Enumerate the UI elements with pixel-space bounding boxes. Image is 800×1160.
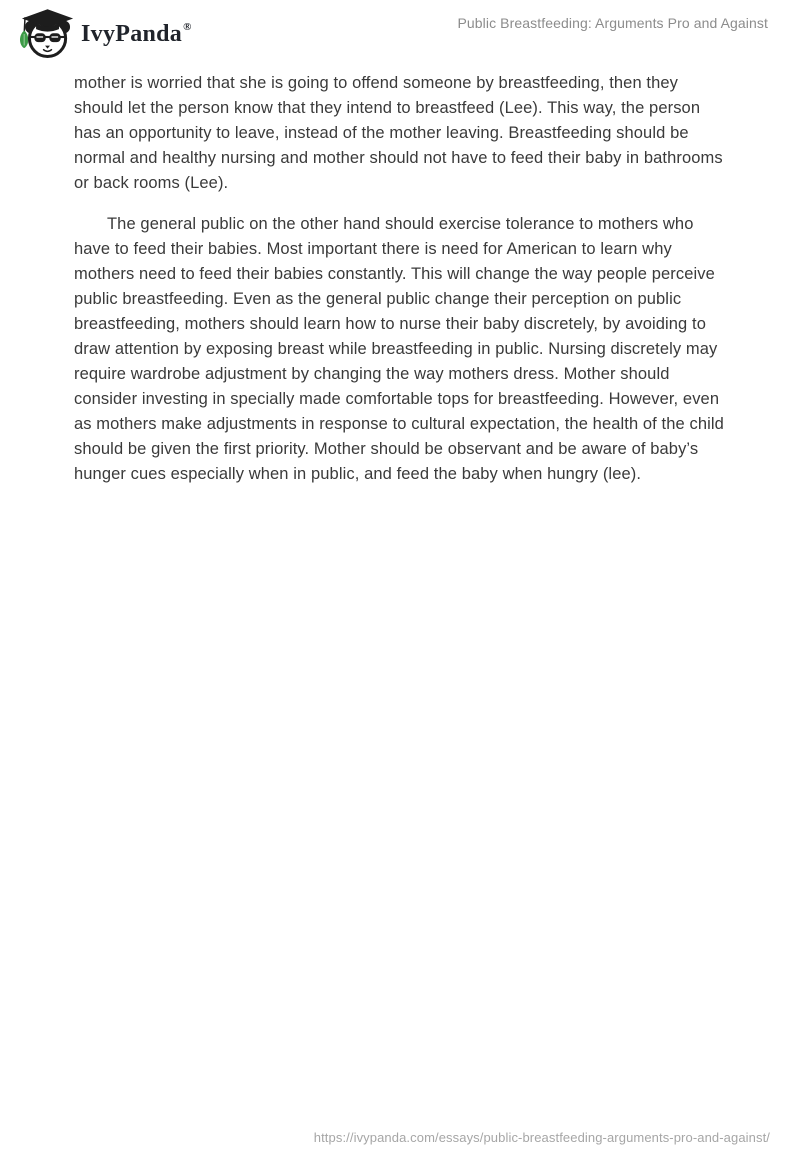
page-footer [314, 1129, 770, 1147]
source-url-link[interactable]: https://ivypanda.com/essays/public-breastfeeding-arguments-pro-and-against/ [313, 1130, 770, 1145]
panda-graduate-icon [14, 8, 74, 60]
essay-paragraph-1: mother is worried that she is going to offend someone by breastfeeding, then they should let the person know that they intend to breastfeed (Lee). This way, the person has an opportunity to leave, instead of the mother leaving. Breastfeeding should be normal and healthy nursing and mother should not have to feed their baby in bathrooms or back rooms (Lee). [74, 74, 723, 192]
brand-name: IvyPanda ® [81, 8, 191, 60]
document-title: Public Breastfeeding: Arguments Pro and Against [457, 15, 768, 31]
registered-mark: ® [183, 21, 192, 33]
brand-link[interactable] [14, 8, 191, 60]
essay-content [74, 71, 724, 503]
page-header [14, 8, 768, 60]
essay-paragraph-2: The general public on the other hand should exercise tolerance to mothers who have to feed their babies. Most important there is need for American to learn why mothers need to feed their babies constantly. This will change the way people perceive public breastfeeding. Even as the general public change their perception on public breastfeeding, mothers should learn how to nurse their baby discretely, by avoiding to draw attention by exposing breast while breastfeeding in public. Nursing discretely may require wardrobe adjustment by changing the way mothers dress. Mother should consider investing in specially made comfortable tops for breastfeeding. However, even as mothers make adjustments in response to cultural expectation, the health of the child should be given the first priority. Mother should be observant and be aware of baby’s hunger cues especially when in public, and feed the baby when hungry (lee). [74, 215, 724, 483]
